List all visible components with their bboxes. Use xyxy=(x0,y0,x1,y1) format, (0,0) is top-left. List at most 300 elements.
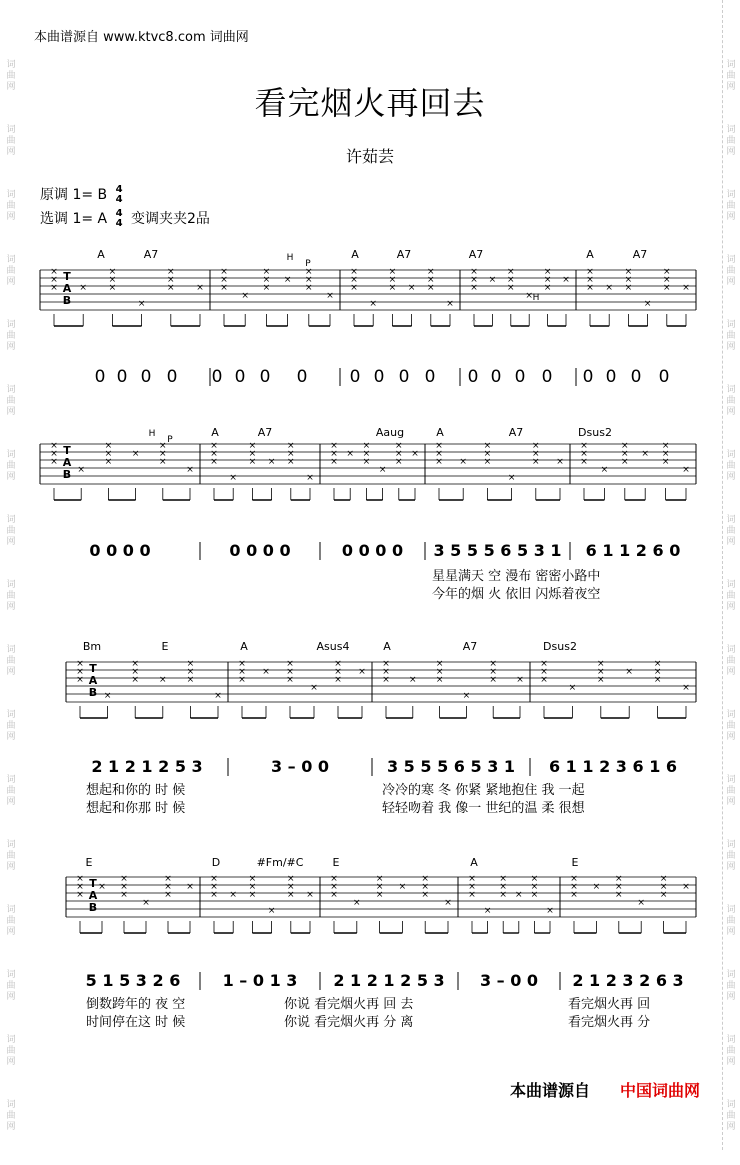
tab-note-strum: × xyxy=(543,275,552,285)
tab-note-strum: × xyxy=(131,667,139,677)
chord-name: A7 xyxy=(632,248,648,261)
tab-note-strum: × xyxy=(570,882,578,892)
tab-note-strum: × xyxy=(287,457,295,467)
tab-note-strum: × xyxy=(470,283,478,293)
tab-note-strum: × xyxy=(507,267,515,277)
tab-note-strum: × xyxy=(220,283,228,293)
notation-digit: 0 xyxy=(166,367,178,387)
tab-note-strum: × xyxy=(621,457,629,467)
tab-note-strum: × xyxy=(468,882,476,892)
watermark-mark: 词 曲 网 xyxy=(726,385,736,417)
tab-note-x: × xyxy=(306,473,314,483)
tab-note-strum: × xyxy=(159,449,167,459)
tab-note-x: × xyxy=(592,882,601,892)
original-key-label: 原调 1= B xyxy=(40,187,108,203)
tab-note-x: × xyxy=(407,283,416,293)
tab-note-strum: × xyxy=(305,275,313,285)
notation-segment: 3 5 5 5 6 5 3 1 xyxy=(433,541,562,560)
chord-name: A7 xyxy=(508,426,524,439)
notation-digit: 0 xyxy=(605,367,617,387)
tab-note-strum: × xyxy=(50,275,58,285)
tab-note-x: × xyxy=(77,465,85,475)
tab-note-strum: × xyxy=(388,267,397,277)
tab-note-strum: × xyxy=(427,275,435,285)
tab-note-strum: × xyxy=(167,275,175,285)
tab-note-strum: × xyxy=(661,441,670,451)
tab-note-x: × xyxy=(515,890,523,900)
tab-note-strum: × xyxy=(435,457,443,467)
tab-note-x: × xyxy=(488,275,497,285)
watermark-mark: 词 曲 网 xyxy=(6,645,16,677)
watermark-mark: 词 曲 网 xyxy=(6,190,16,222)
tab-note-strum: × xyxy=(238,675,246,685)
tab-note-strum: × xyxy=(499,882,507,892)
watermark-mark: 词 曲 网 xyxy=(6,1035,16,1067)
tab-note-strum: × xyxy=(350,267,358,277)
tab-note-strum: × xyxy=(388,283,397,293)
tab-note-x: × xyxy=(262,667,270,677)
tab-note-strum: × xyxy=(489,675,497,685)
tab-note-strum: × xyxy=(661,457,670,467)
tab-note-strum: × xyxy=(435,449,443,459)
chord-name: A7 xyxy=(468,248,484,261)
tab-note-strum: × xyxy=(499,874,507,884)
tab-note-strum: × xyxy=(238,667,246,677)
tab-note-strum: × xyxy=(597,667,605,677)
tab-note-strum: × xyxy=(164,874,172,884)
tab-note-strum: × xyxy=(248,882,257,892)
lyric-s2-line1: 星星满天 空 漫布 密密小路中 xyxy=(432,569,601,584)
tab-note-strum: × xyxy=(580,441,588,451)
tab-note-strum: × xyxy=(653,675,662,685)
capo-note: 变调夹夹2品 xyxy=(131,211,210,227)
lyric-s4-line1b: 你说 看完烟火再 回 去 xyxy=(284,997,414,1012)
notation-segment: 3 – 0 0 xyxy=(270,757,330,776)
tab-note-strum: × xyxy=(50,457,58,467)
watermark-mark: 词 曲 网 xyxy=(6,255,16,287)
tab-note-strum: × xyxy=(382,675,390,685)
tab-note-x: × xyxy=(637,898,645,908)
watermark-mark: 词 曲 网 xyxy=(726,905,736,937)
tab-clef-letter: A xyxy=(62,456,72,469)
tab-note-strum: × xyxy=(330,874,338,884)
tab-note-strum: × xyxy=(330,449,338,459)
tab-note-strum: × xyxy=(489,667,497,677)
tab-note-x: × xyxy=(444,898,452,908)
watermark-mark: 词 曲 网 xyxy=(726,645,736,677)
tab-note-strum: × xyxy=(586,275,594,285)
tab-note-strum: × xyxy=(427,283,435,293)
tab-note-strum: × xyxy=(362,449,371,459)
tab-note-strum: × xyxy=(104,449,113,459)
tab-note-strum: × xyxy=(167,283,175,293)
technique-mark: P xyxy=(305,259,311,269)
tab-clef-letter: B xyxy=(88,686,98,699)
tab-note-x: × xyxy=(507,473,516,483)
watermark-mark: 词 曲 网 xyxy=(6,320,16,352)
tab-note-x: × xyxy=(462,691,471,701)
time-sig-top: 4 xyxy=(115,184,123,195)
tab-note-strum: × xyxy=(330,890,338,900)
chord-name: A xyxy=(240,640,248,653)
chord-name: Asus4 xyxy=(316,640,350,653)
tab-note-strum: × xyxy=(468,890,476,900)
watermark-mark: 词 曲 网 xyxy=(726,125,736,157)
tab-note-strum: × xyxy=(76,675,84,685)
tab-note-strum: × xyxy=(507,275,515,285)
tab-note-x: × xyxy=(378,465,387,475)
notation-digit: 0 xyxy=(234,367,246,387)
tab-note-x: × xyxy=(229,890,237,900)
tab-note-strum: × xyxy=(421,874,429,884)
tab-note-strum: × xyxy=(262,275,271,285)
tab-clef-letter: T xyxy=(89,877,97,890)
tab-note-strum: × xyxy=(287,874,295,884)
notation-segment: 3 – 0 0 xyxy=(479,971,539,990)
tab-note-strum: × xyxy=(543,283,552,293)
tab-note-strum: × xyxy=(468,874,476,884)
tab-note-strum: × xyxy=(210,457,218,467)
watermark-mark: 词 曲 网 xyxy=(726,515,736,547)
chord-name: A7 xyxy=(396,248,412,261)
tab-note-strum: × xyxy=(663,283,671,293)
notation-digit: 0 xyxy=(116,367,128,387)
tab-note-strum: × xyxy=(210,874,218,884)
chord-name: A xyxy=(436,426,444,439)
tab-note-strum: × xyxy=(435,441,443,451)
tab-note-strum: × xyxy=(586,267,594,277)
watermark-mark: 词 曲 网 xyxy=(6,970,16,1002)
tab-note-strum: × xyxy=(167,267,175,277)
tab-note-x: × xyxy=(411,449,419,459)
chord-name: A7 xyxy=(257,426,273,439)
notation-digit: 0 xyxy=(582,367,594,387)
tab-note-strum: × xyxy=(470,275,478,285)
tab-note-strum: × xyxy=(164,882,172,892)
chord-name: Bm xyxy=(82,640,102,653)
tab-note-x: × xyxy=(358,667,366,677)
technique-mark: H xyxy=(286,253,294,263)
notation-segment: 6 1 1 2 6 0 xyxy=(585,541,681,560)
lyric-s3-line2b: 轻轻吻着 我 像一 世纪的温 柔 很想 xyxy=(382,801,585,816)
tab-note-strum: × xyxy=(395,441,403,451)
notation-digit: 0 xyxy=(296,367,308,387)
tab-note-strum: × xyxy=(540,659,548,669)
tab-note-strum: × xyxy=(248,874,257,884)
tab-note-strum: × xyxy=(375,890,384,900)
notation-digit: 0 xyxy=(658,367,670,387)
tab-note-strum: × xyxy=(248,441,257,451)
notation-digit: 0 xyxy=(398,367,410,387)
tab-note-x: × xyxy=(516,675,524,685)
tab-note-x: × xyxy=(682,683,690,693)
tab-note-strum: × xyxy=(76,882,84,892)
tab-note-strum: × xyxy=(248,457,257,467)
tab-note-x: × xyxy=(131,449,140,459)
tab-note-strum: × xyxy=(543,267,552,277)
tab-note-strum: × xyxy=(120,890,128,900)
lyric-s4-line2c: 看完烟火再 分 xyxy=(568,1015,651,1030)
notation-segment: 1 – 0 1 3 xyxy=(222,971,298,990)
tab-note-strum: × xyxy=(186,675,195,685)
tab-note-strum: × xyxy=(305,267,313,277)
watermark-mark: 词 曲 网 xyxy=(6,60,16,92)
watermark-mark: 词 曲 网 xyxy=(6,710,16,742)
notation-digit: 0 xyxy=(541,367,553,387)
notation-segment: 0 0 0 0 xyxy=(89,541,151,560)
tab-note-strum: × xyxy=(76,667,84,677)
tab-note-strum: × xyxy=(104,441,113,451)
tab-note-x: × xyxy=(682,465,690,475)
tab-note-strum: × xyxy=(570,874,578,884)
tab-note-strum: × xyxy=(76,659,84,669)
tab-note-strum: × xyxy=(621,441,629,451)
notation-digit: 0 xyxy=(140,367,152,387)
tab-note-strum: × xyxy=(540,667,548,677)
tab-note-x: × xyxy=(446,299,454,309)
tab-note-strum: × xyxy=(50,283,58,293)
tab-note-strum: × xyxy=(287,882,295,892)
tab-note-strum: × xyxy=(220,267,228,277)
notation-segment: 0 0 0 0 xyxy=(229,541,291,560)
chord-name: Aaug xyxy=(375,426,405,439)
tab-note-strum: × xyxy=(597,675,605,685)
watermark-mark: 词 曲 网 xyxy=(726,1100,736,1132)
tab-note-strum: × xyxy=(653,659,662,669)
lyric-s3-line2a: 想起和你那 时 候 xyxy=(86,801,186,816)
tab-note-strum: × xyxy=(507,283,515,293)
tab-note-strum: × xyxy=(108,267,117,277)
tab-note-strum: × xyxy=(330,457,338,467)
chord-name: E xyxy=(571,856,579,869)
tab-note-strum: × xyxy=(570,890,578,900)
technique-mark: H xyxy=(532,293,540,303)
tab-note-strum: × xyxy=(659,890,668,900)
time-sig-bottom-2: 4 xyxy=(115,218,123,229)
lyric-s4-line2b: 你说 看完烟火再 分 离 xyxy=(284,1015,414,1030)
notation-digit: 0 xyxy=(424,367,436,387)
tab-note-strum: × xyxy=(489,659,497,669)
notation-segment: 0 0 0 0 xyxy=(341,541,404,560)
technique-mark: P xyxy=(167,435,173,445)
tab-note-strum: × xyxy=(483,441,492,451)
watermark-mark: 词 曲 网 xyxy=(726,1035,736,1067)
tab-note-strum: × xyxy=(362,457,371,467)
tab-note-x: × xyxy=(283,275,292,285)
tab-note-strum: × xyxy=(334,667,342,677)
tab-note-strum: × xyxy=(499,890,507,900)
tab-note-strum: × xyxy=(580,457,588,467)
tab-note-strum: × xyxy=(248,890,257,900)
watermark-mark: 词 曲 网 xyxy=(726,450,736,482)
tab-note-strum: × xyxy=(421,882,429,892)
notation-digit: 0 xyxy=(259,367,271,387)
tab-note-strum: × xyxy=(286,659,294,669)
tab-note-strum: × xyxy=(120,874,128,884)
tab-note-x: × xyxy=(214,691,222,701)
notation-digit: 0 xyxy=(211,367,223,387)
chord-name: D xyxy=(211,856,221,869)
tab-note-strum: × xyxy=(362,441,371,451)
tab-note-x: × xyxy=(306,890,314,900)
tab-note-strum: × xyxy=(350,283,358,293)
chord-name: A7 xyxy=(462,640,478,653)
tab-note-strum: × xyxy=(483,457,492,467)
tab-note-strum: × xyxy=(421,890,429,900)
tab-note-strum: × xyxy=(186,667,195,677)
tab-note-strum: × xyxy=(615,874,623,884)
tab-note-x: × xyxy=(142,898,150,908)
tab-clef-letter: A xyxy=(62,282,72,295)
tab-note-strum: × xyxy=(653,667,662,677)
tab-clef-letter: T xyxy=(89,662,97,675)
tab-note-strum: × xyxy=(50,267,58,277)
tab-note-strum: × xyxy=(131,659,139,669)
chord-name: E xyxy=(332,856,340,869)
tab-note-strum: × xyxy=(470,267,478,277)
lyric-s2-line2: 今年的烟 火 依旧 闪烁着夜空 xyxy=(432,587,601,602)
tab-note-x: × xyxy=(267,457,276,467)
tab-note-strum: × xyxy=(76,874,84,884)
chord-name: E xyxy=(85,856,93,869)
lyric-s4-line2a: 时间停在这 时 候 xyxy=(86,1015,186,1030)
tab-note-x: × xyxy=(353,898,361,908)
chord-name: Dsus2 xyxy=(543,640,577,653)
tab-clef-letter: B xyxy=(62,294,72,307)
tab-note-strum: × xyxy=(663,267,671,277)
chord-name: E xyxy=(161,640,169,653)
watermark-mark: 词 曲 网 xyxy=(6,905,16,937)
time-sig-bottom: 4 xyxy=(115,194,123,205)
chord-name: A xyxy=(383,640,391,653)
notation-segment: 2 1 2 1 2 5 3 xyxy=(91,757,203,776)
tab-clef-letter: T xyxy=(63,270,71,283)
watermark-mark: 词 曲 网 xyxy=(726,190,736,222)
chosen-key-label: 选调 1= A xyxy=(40,211,108,227)
tab-note-strum: × xyxy=(330,441,338,451)
tab-note-strum: × xyxy=(305,283,313,293)
watermark-mark: 词 曲 网 xyxy=(6,515,16,547)
tab-note-strum: × xyxy=(287,449,295,459)
tab-note-strum: × xyxy=(50,441,58,451)
tab-note-strum: × xyxy=(286,667,294,677)
tab-note-strum: × xyxy=(104,457,113,467)
notation-segment: 3 5 5 5 6 5 3 1 xyxy=(386,757,516,776)
tab-note-strum: × xyxy=(186,659,195,669)
tab-note-x: × xyxy=(241,291,249,301)
tab-note-x: × xyxy=(641,449,649,459)
tab-note-strum: × xyxy=(375,874,384,884)
watermark-mark: 词 曲 网 xyxy=(726,320,736,352)
notation-digit: 0 xyxy=(349,367,361,387)
chord-name: A7 xyxy=(143,248,159,261)
tab-note-strum: × xyxy=(661,449,670,459)
tab-note-strum: × xyxy=(120,882,128,892)
tab-note-x: × xyxy=(682,283,690,293)
tab-note-strum: × xyxy=(159,441,167,451)
chord-name: A xyxy=(351,248,359,261)
tab-note-strum: × xyxy=(388,275,397,285)
tab-note-strum: × xyxy=(532,441,540,451)
notation-digit: 0 xyxy=(630,367,642,387)
tab-note-strum: × xyxy=(621,449,629,459)
tab-note-strum: × xyxy=(210,882,218,892)
tab-note-x: × xyxy=(79,283,87,293)
tab-note-x: × xyxy=(682,882,690,892)
tab-note-x: × xyxy=(103,691,112,701)
tab-note-strum: × xyxy=(382,659,390,669)
song-title: 看完烟火再回去 xyxy=(254,84,486,122)
tab-note-strum: × xyxy=(210,890,218,900)
tab-note-strum: × xyxy=(262,267,271,277)
time-sig-top-2: 4 xyxy=(115,208,123,219)
tab-note-strum: × xyxy=(210,441,218,451)
tab-note-strum: × xyxy=(540,675,548,685)
lyric-s3-line1b: 冷冷的寒 冬 你紧 紧地抱住 我 一起 xyxy=(382,783,585,798)
tab-note-x: × xyxy=(605,283,613,293)
tab-note-strum: × xyxy=(330,882,338,892)
watermark-mark: 词 曲 网 xyxy=(6,775,16,807)
tab-clef-letter: T xyxy=(63,444,71,457)
tab-note-strum: × xyxy=(286,675,294,685)
tab-note-strum: × xyxy=(615,882,623,892)
tab-clef-letter: A xyxy=(88,674,98,687)
tab-note-strum: × xyxy=(395,457,403,467)
tab-note-strum: × xyxy=(108,275,117,285)
tab-note-x: × xyxy=(137,299,146,309)
tab-note-strum: × xyxy=(597,659,605,669)
tab-note-x: × xyxy=(196,283,204,293)
tab-note-x: × xyxy=(600,465,609,475)
watermark-mark: 词 曲 网 xyxy=(726,775,736,807)
tab-note-x: × xyxy=(643,299,652,309)
tab-note-strum: × xyxy=(624,275,633,285)
tab-note-strum: × xyxy=(659,882,668,892)
tab-note-strum: × xyxy=(131,675,139,685)
tab-note-x: × xyxy=(310,683,318,693)
tab-note-strum: × xyxy=(350,275,358,285)
tab-note-strum: × xyxy=(530,874,539,884)
tab-note-strum: × xyxy=(334,659,342,669)
tab-note-x: × xyxy=(562,275,570,285)
tab-note-strum: × xyxy=(334,675,342,685)
technique-mark: H xyxy=(148,429,156,439)
tab-note-strum: × xyxy=(108,283,117,293)
footer-site-link[interactable]: 中国词曲网 xyxy=(620,1081,701,1100)
watermark-mark: 词 曲 网 xyxy=(726,840,736,872)
tab-note-strum: × xyxy=(615,890,623,900)
notation-digit: 0 xyxy=(94,367,106,387)
notation-digit: 0 xyxy=(514,367,526,387)
tab-note-strum: × xyxy=(395,449,403,459)
tab-note-x: × xyxy=(369,299,377,309)
chord-name: A xyxy=(586,248,594,261)
watermark-mark: 词 曲 网 xyxy=(6,580,16,612)
lyric-s4-line1a: 倒数跨年的 夜 空 xyxy=(86,997,186,1012)
tab-note-strum: × xyxy=(427,267,435,277)
chord-name: #Fm/#C xyxy=(256,856,304,869)
tab-note-strum: × xyxy=(159,457,167,467)
footer-source-label: 本曲谱源自 xyxy=(510,1081,591,1100)
watermark-mark: 词 曲 网 xyxy=(726,580,736,612)
tab-note-strum: × xyxy=(382,667,390,677)
tab-note-strum: × xyxy=(220,275,228,285)
watermark-mark: 词 曲 网 xyxy=(6,385,16,417)
tab-note-strum: × xyxy=(435,675,444,685)
tab-note-x: × xyxy=(525,291,533,301)
notation-digit: 0 xyxy=(490,367,502,387)
tab-note-x: × xyxy=(229,473,237,483)
